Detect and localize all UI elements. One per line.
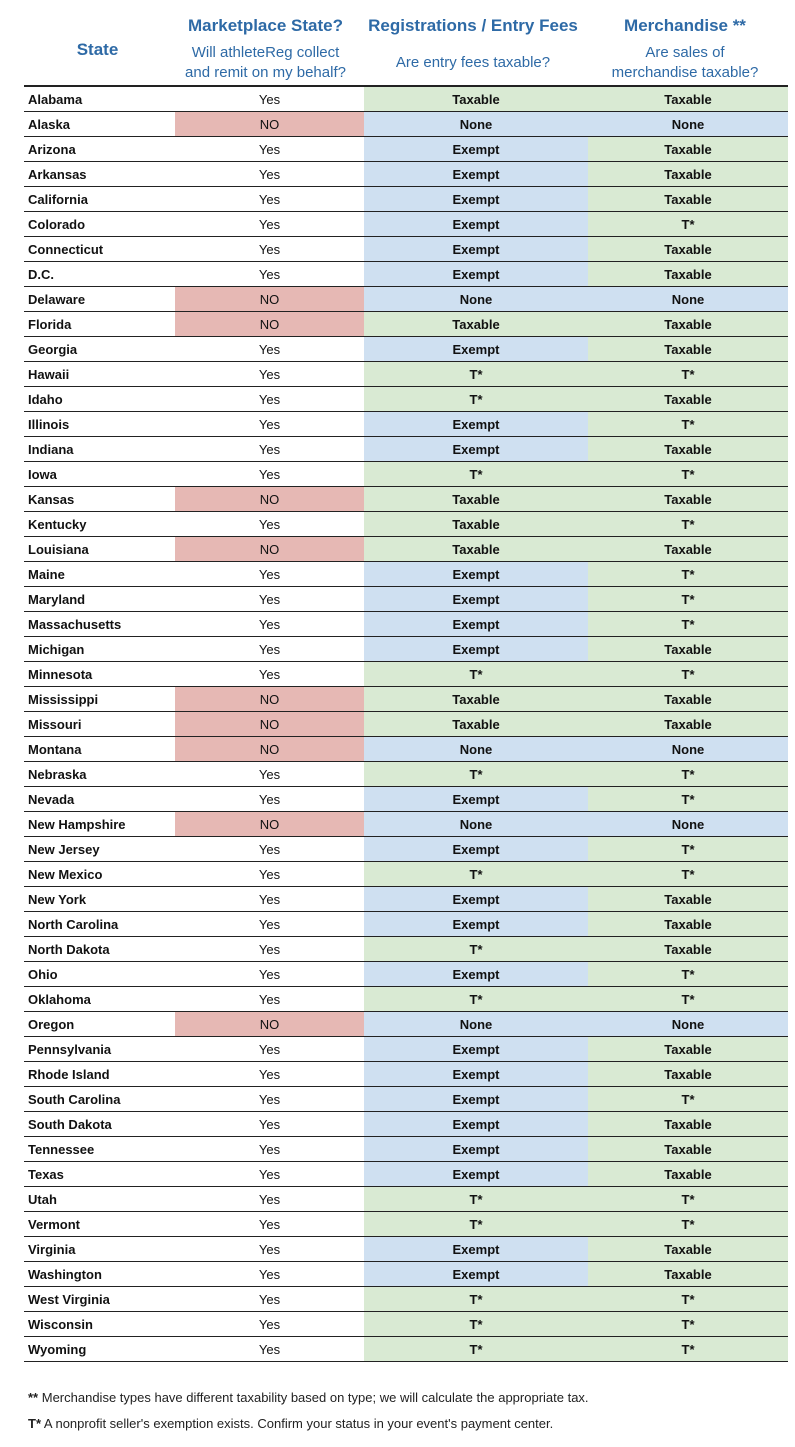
fees-cell: Taxable (364, 537, 588, 562)
merch-cell: Taxable (588, 937, 788, 962)
fees-column-title: Registrations / Entry Fees (368, 16, 578, 35)
state-cell: Nebraska (24, 762, 175, 787)
merch-cell: Taxable (588, 312, 788, 337)
merch-cell: Taxable (588, 887, 788, 912)
merch-cell: Taxable (588, 687, 788, 712)
marketplace-cell: Yes (175, 1312, 364, 1337)
fees-cell: Exempt (364, 1162, 588, 1187)
fees-cell: Exempt (364, 887, 588, 912)
state-cell: Montana (24, 737, 175, 762)
fees-cell: Taxable (364, 512, 588, 537)
state-cell: Alabama (24, 86, 175, 112)
merch-cell: T* (588, 1287, 788, 1312)
marketplace-cell: Yes (175, 862, 364, 887)
fees-cell: T* (364, 987, 588, 1012)
table-row (24, 637, 788, 662)
state-cell: Vermont (24, 1212, 175, 1237)
table-row (24, 362, 788, 387)
marketplace-cell: NO (175, 487, 364, 512)
marketplace-cell: NO (175, 312, 364, 337)
merch-cell: T* (588, 762, 788, 787)
fees-cell: T* (364, 1287, 588, 1312)
marketplace-cell: Yes (175, 437, 364, 462)
footnote-tstar-text: A nonprofit seller's exemption exists. Confirm your status in your event's payment center. (43, 1416, 554, 1431)
table-row (24, 86, 788, 112)
fees-cell: Exempt (364, 1137, 588, 1162)
table-row (24, 1087, 788, 1112)
fees-cell: Exempt (364, 137, 588, 162)
state-cell: Florida (24, 312, 175, 337)
fees-cell: T* (364, 1312, 588, 1337)
merch-cell: Taxable (588, 1237, 788, 1262)
table-row (24, 1137, 788, 1162)
merch-cell: Taxable (588, 437, 788, 462)
table-row (24, 512, 788, 537)
merch-cell: Taxable (588, 262, 788, 287)
table-row (24, 1162, 788, 1187)
fees-cell: Taxable (364, 86, 588, 112)
marketplace-cell: Yes (175, 337, 364, 362)
marketplace-cell: Yes (175, 1287, 364, 1312)
state-cell: South Carolina (24, 1087, 175, 1112)
fees-cell: None (364, 287, 588, 312)
table-body (24, 86, 788, 1362)
fees-cell: T* (364, 762, 588, 787)
merch-cell: Taxable (588, 912, 788, 937)
marketplace-cell: Yes (175, 187, 364, 212)
state-cell: Arizona (24, 137, 175, 162)
merch-cell: Taxable (588, 637, 788, 662)
marketplace-cell: Yes (175, 837, 364, 862)
marketplace-cell: Yes (175, 987, 364, 1012)
fees-cell: Exempt (364, 787, 588, 812)
marketplace-cell: Yes (175, 1237, 364, 1262)
merch-cell: None (588, 812, 788, 837)
table-row (24, 412, 788, 437)
marketplace-cell: NO (175, 737, 364, 762)
marketplace-cell: Yes (175, 1087, 364, 1112)
state-cell: Oregon (24, 1012, 175, 1037)
table-row (24, 1287, 788, 1312)
table-row (24, 687, 788, 712)
merch-cell: Taxable (588, 237, 788, 262)
state-column-header: State (76, 40, 119, 59)
state-cell: Alaska (24, 112, 175, 137)
fees-cell: Exempt (364, 837, 588, 862)
state-cell: South Dakota (24, 1112, 175, 1137)
table-row (24, 912, 788, 937)
state-cell: D.C. (24, 262, 175, 287)
fees-cell: Exempt (364, 912, 588, 937)
fees-cell: T* (364, 387, 588, 412)
fees-cell: Exempt (364, 412, 588, 437)
state-cell: Oklahoma (24, 987, 175, 1012)
state-cell: Connecticut (24, 237, 175, 262)
merch-cell: T* (588, 462, 788, 487)
table-row (24, 312, 788, 337)
table-row (24, 187, 788, 212)
table-row (24, 437, 788, 462)
state-cell: Washington (24, 1262, 175, 1287)
table-row (24, 812, 788, 837)
marketplace-cell: Yes (175, 237, 364, 262)
merch-cell: T* (588, 862, 788, 887)
state-cell: California (24, 187, 175, 212)
state-cell: New Hampshire (24, 812, 175, 837)
state-cell: Utah (24, 1187, 175, 1212)
fees-cell: Taxable (364, 687, 588, 712)
merch-cell: T* (588, 837, 788, 862)
fees-cell: Taxable (364, 487, 588, 512)
marketplace-column-title: Marketplace State? (188, 16, 343, 35)
state-cell: Michigan (24, 637, 175, 662)
fees-cell: Exempt (364, 187, 588, 212)
marketplace-cell: Yes (175, 662, 364, 687)
merch-cell: Taxable (588, 187, 788, 212)
table-row (24, 162, 788, 187)
merch-cell: Taxable (588, 162, 788, 187)
state-cell: West Virginia (24, 1287, 175, 1312)
fees-cell: Exempt (364, 962, 588, 987)
marketplace-cell: Yes (175, 562, 364, 587)
state-cell: Illinois (24, 412, 175, 437)
table-row (24, 962, 788, 987)
state-cell: North Carolina (24, 912, 175, 937)
marketplace-cell: NO (175, 537, 364, 562)
merch-cell: T* (588, 962, 788, 987)
state-cell: Iowa (24, 462, 175, 487)
merch-cell: Taxable (588, 487, 788, 512)
fees-cell: None (364, 812, 588, 837)
merch-cell: T* (588, 562, 788, 587)
state-cell: Ohio (24, 962, 175, 987)
marketplace-cell: Yes (175, 587, 364, 612)
marketplace-cell: NO (175, 287, 364, 312)
fees-cell: Exempt (364, 337, 588, 362)
state-cell: Kansas (24, 487, 175, 512)
fees-cell: None (364, 1012, 588, 1037)
merch-cell: Taxable (588, 537, 788, 562)
state-cell: Louisiana (24, 537, 175, 562)
state-cell: Idaho (24, 387, 175, 412)
fees-cell: Exempt (364, 437, 588, 462)
fees-cell: T* (364, 1187, 588, 1212)
state-cell: Maryland (24, 587, 175, 612)
fees-cell: Exempt (364, 262, 588, 287)
merch-cell: Taxable (588, 1112, 788, 1137)
table-row (24, 487, 788, 512)
table-row (24, 237, 788, 262)
state-cell: Texas (24, 1162, 175, 1187)
fees-cell: Taxable (364, 312, 588, 337)
table-row (24, 1312, 788, 1337)
table-row (24, 137, 788, 162)
marketplace-cell: Yes (175, 1137, 364, 1162)
table-row (24, 112, 788, 137)
table-row (24, 987, 788, 1012)
marketplace-cell: NO (175, 812, 364, 837)
marketplace-cell: Yes (175, 1187, 364, 1212)
marketplace-cell: Yes (175, 1337, 364, 1362)
marketplace-cell: Yes (175, 1162, 364, 1187)
merch-cell: Taxable (588, 1162, 788, 1187)
marketplace-cell: NO (175, 1012, 364, 1037)
state-cell: Arkansas (24, 162, 175, 187)
table-row (24, 262, 788, 287)
merch-cell: T* (588, 1187, 788, 1212)
state-cell: Indiana (24, 437, 175, 462)
fees-cell: Exempt (364, 1037, 588, 1062)
merch-cell: Taxable (588, 1037, 788, 1062)
marketplace-cell: NO (175, 687, 364, 712)
merch-cell: T* (588, 987, 788, 1012)
marketplace-cell: Yes (175, 462, 364, 487)
state-cell: Mississippi (24, 687, 175, 712)
marketplace-cell: Yes (175, 762, 364, 787)
merch-cell: T* (588, 412, 788, 437)
marketplace-cell: Yes (175, 137, 364, 162)
fees-cell: T* (364, 362, 588, 387)
fees-column-subtitle: Are entry fees taxable? (395, 54, 551, 71)
marketplace-cell: Yes (175, 86, 364, 112)
fees-cell: Exempt (364, 637, 588, 662)
table-row (24, 737, 788, 762)
marketplace-cell: Yes (175, 962, 364, 987)
fees-cell: Exempt (364, 162, 588, 187)
merch-cell: Taxable (588, 337, 788, 362)
fees-cell: Exempt (364, 1262, 588, 1287)
marketplace-cell: Yes (175, 387, 364, 412)
marketplace-cell: Yes (175, 412, 364, 437)
state-cell: Kentucky (24, 512, 175, 537)
merch-cell: T* (588, 1337, 788, 1362)
merch-cell: T* (588, 1312, 788, 1337)
table-row (24, 562, 788, 587)
fees-cell: Exempt (364, 612, 588, 637)
footnote-merch-text: Merchandise types have different taxability based on type; we will calculate the appropriate tax. (41, 1390, 589, 1405)
state-cell: Virginia (24, 1237, 175, 1262)
footnote-merch-mark: ** (28, 1390, 39, 1405)
fees-cell: Exempt (364, 1237, 588, 1262)
marketplace-cell: Yes (175, 787, 364, 812)
marketplace-cell: Yes (175, 637, 364, 662)
marketplace-cell: Yes (175, 362, 364, 387)
merch-cell: None (588, 1012, 788, 1037)
marketplace-cell: Yes (175, 1112, 364, 1137)
merch-cell: T* (588, 1212, 788, 1237)
merch-cell: T* (588, 787, 788, 812)
marketplace-cell: Yes (175, 912, 364, 937)
table-row (24, 612, 788, 637)
marketplace-cell: Yes (175, 512, 364, 537)
state-cell: Pennsylvania (24, 1037, 175, 1062)
merch-cell: Taxable (588, 712, 788, 737)
table-row (24, 1062, 788, 1087)
footnote-tstar (28, 1416, 553, 1431)
table-row (24, 662, 788, 687)
table-row (24, 1187, 788, 1212)
state-cell: New Mexico (24, 862, 175, 887)
table-row (24, 937, 788, 962)
table-row (24, 1112, 788, 1137)
fees-cell: T* (364, 462, 588, 487)
table-row (24, 837, 788, 862)
table-row (24, 587, 788, 612)
fees-cell: Taxable (364, 712, 588, 737)
fees-cell: Exempt (364, 1087, 588, 1112)
state-cell: New Jersey (24, 837, 175, 862)
marketplace-cell: NO (175, 112, 364, 137)
marketplace-column-subtitle-1: Will athleteReg collect (191, 44, 340, 61)
merch-cell: None (588, 737, 788, 762)
merch-cell: T* (588, 1087, 788, 1112)
table-row (24, 1212, 788, 1237)
merch-cell: Taxable (588, 1262, 788, 1287)
table-row (24, 1337, 788, 1362)
table-row (24, 762, 788, 787)
fees-cell: T* (364, 862, 588, 887)
merch-cell: Taxable (588, 387, 788, 412)
state-cell: New York (24, 887, 175, 912)
merch-cell: T* (588, 212, 788, 237)
table-row (24, 212, 788, 237)
state-cell: Massachusetts (24, 612, 175, 637)
merch-cell: T* (588, 612, 788, 637)
table-row (24, 862, 788, 887)
merch-cell: Taxable (588, 1137, 788, 1162)
marketplace-cell: Yes (175, 162, 364, 187)
merch-cell: T* (588, 362, 788, 387)
fees-cell: T* (364, 1337, 588, 1362)
state-cell: Tennessee (24, 1137, 175, 1162)
table-row (24, 537, 788, 562)
state-cell: Wyoming (24, 1337, 175, 1362)
merch-cell: None (588, 112, 788, 137)
table-row (24, 462, 788, 487)
fees-cell: Exempt (364, 1112, 588, 1137)
marketplace-cell: Yes (175, 612, 364, 637)
table-row (24, 1262, 788, 1287)
table-row (24, 1012, 788, 1037)
fees-cell: Exempt (364, 587, 588, 612)
state-cell: Georgia (24, 337, 175, 362)
merch-column-title: Merchandise ** (624, 16, 746, 35)
state-cell: North Dakota (24, 937, 175, 962)
state-cell: Nevada (24, 787, 175, 812)
state-cell: Missouri (24, 712, 175, 737)
state-cell: Wisconsin (24, 1312, 175, 1337)
table-row (24, 887, 788, 912)
merch-cell: T* (588, 512, 788, 537)
fees-cell: Exempt (364, 1062, 588, 1087)
marketplace-cell: NO (175, 712, 364, 737)
marketplace-cell: Yes (175, 1212, 364, 1237)
fees-cell: Exempt (364, 562, 588, 587)
table-row (24, 287, 788, 312)
merch-column-subtitle-2: merchandise taxable? (611, 64, 759, 81)
merch-cell: Taxable (588, 1062, 788, 1087)
merch-cell: T* (588, 587, 788, 612)
merch-cell: Taxable (588, 86, 788, 112)
footnote-merchandise (28, 1390, 589, 1405)
marketplace-column-subtitle-2: and remit on my behalf? (185, 64, 346, 81)
state-cell: Rhode Island (24, 1062, 175, 1087)
state-cell: Colorado (24, 212, 175, 237)
state-cell: Minnesota (24, 662, 175, 687)
fees-cell: Exempt (364, 237, 588, 262)
table-row (24, 337, 788, 362)
marketplace-cell: Yes (175, 1262, 364, 1287)
marketplace-cell: Yes (175, 262, 364, 287)
fees-cell: Exempt (364, 212, 588, 237)
state-cell: Hawaii (24, 362, 175, 387)
fees-cell: T* (364, 662, 588, 687)
state-tax-table (24, 85, 788, 1362)
table-row (24, 387, 788, 412)
state-cell: Maine (24, 562, 175, 587)
table-header (0, 0, 795, 85)
table-row (24, 787, 788, 812)
marketplace-cell: Yes (175, 887, 364, 912)
state-cell: Delaware (24, 287, 175, 312)
table-row (24, 1237, 788, 1262)
marketplace-cell: Yes (175, 937, 364, 962)
table-row (24, 712, 788, 737)
fees-cell: T* (364, 937, 588, 962)
table-row (24, 1037, 788, 1062)
fees-cell: None (364, 737, 588, 762)
fees-cell: T* (364, 1212, 588, 1237)
marketplace-cell: Yes (175, 1037, 364, 1062)
merch-cell: T* (588, 662, 788, 687)
merch-cell: None (588, 287, 788, 312)
marketplace-cell: Yes (175, 212, 364, 237)
fees-cell: None (364, 112, 588, 137)
merch-cell: Taxable (588, 137, 788, 162)
footnote-tstar-mark: T* (28, 1416, 41, 1431)
merch-column-subtitle-1: Are sales of (645, 44, 725, 61)
marketplace-cell: Yes (175, 1062, 364, 1087)
